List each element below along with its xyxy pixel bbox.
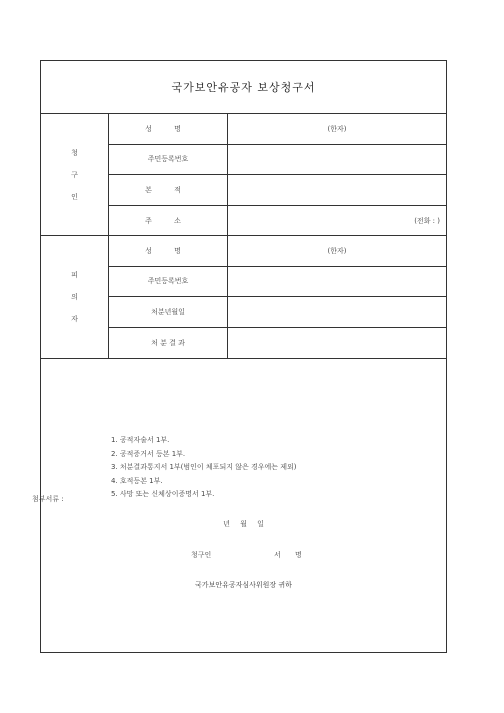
victim-date-field[interactable] <box>228 297 446 327</box>
side-char: 인 <box>71 192 78 201</box>
victim-id-row <box>109 267 446 298</box>
form-title: 국가보안유공자 보상청구서 <box>41 61 446 114</box>
victim-id-field[interactable] <box>228 267 446 297</box>
form-frame <box>32 60 447 653</box>
claimant-name-label: 성 명 <box>109 114 228 144</box>
signature-label: 서 명 <box>274 551 308 559</box>
phone-note: (전화 : ) <box>414 216 440 225</box>
attachment-item: 4. 호적등본 1부. <box>111 476 163 485</box>
claimant-address-label: 주 소 <box>109 206 228 237</box>
hanja-note: (한자) <box>327 124 347 133</box>
date-line: 년 월 일 <box>223 520 264 528</box>
claimant-address-row <box>109 206 446 237</box>
victim-name-row <box>109 236 446 267</box>
side-char: 구 <box>71 170 78 179</box>
claimant-domicile-row <box>109 175 446 206</box>
victim-result-row <box>109 328 446 359</box>
victim-name-field[interactable] <box>228 236 446 266</box>
signer-label: 청구인 <box>191 551 212 559</box>
claimant-id-field[interactable] <box>228 145 446 175</box>
claimant-id-label: 주민등록번호 <box>109 145 228 175</box>
attachments-list <box>111 434 296 502</box>
claimant-id-row <box>109 145 446 176</box>
claimant-domicile-field[interactable] <box>228 175 446 205</box>
addressee: 국가보안유공자심사위원장 귀하 <box>195 581 292 589</box>
claimant-section <box>41 114 446 236</box>
side-char: 청 <box>71 148 78 157</box>
attachment-item: 3. 처분결과통지서 1부(범인이 체포되지 않은 경우에는 제외) <box>111 463 297 472</box>
victim-result-label: 처 분 결 과 <box>109 328 228 359</box>
victim-section <box>41 236 446 359</box>
attachment-item: 1. 공적자술서 1부. <box>111 436 170 444</box>
victim-date-label: 처분년월일 <box>109 297 228 327</box>
side-char: 자 <box>71 315 78 323</box>
victim-name-label: 성 명 <box>109 236 228 266</box>
side-char: 의 <box>71 293 78 301</box>
attachments-label: 첨부서류 : <box>32 495 64 503</box>
claimant-side-label <box>41 114 109 235</box>
claimant-name-row <box>109 114 446 145</box>
attachment-item: 5. 사망 또는 신체상이증명서 1부. <box>111 490 215 499</box>
claimant-domicile-label: 본 적 <box>109 175 228 205</box>
victim-result-field[interactable] <box>228 328 446 359</box>
claimant-address-field[interactable] <box>228 206 446 237</box>
claimant-name-field[interactable] <box>228 114 446 144</box>
side-char: 피 <box>71 271 78 279</box>
victim-id-label: 주민등록번호 <box>109 267 228 297</box>
victim-side-label <box>41 236 109 358</box>
hanja-note: (한자) <box>327 246 347 255</box>
victim-date-row <box>109 297 446 328</box>
attachment-item: 2. 공적증거서 등본 1부. <box>111 449 186 458</box>
